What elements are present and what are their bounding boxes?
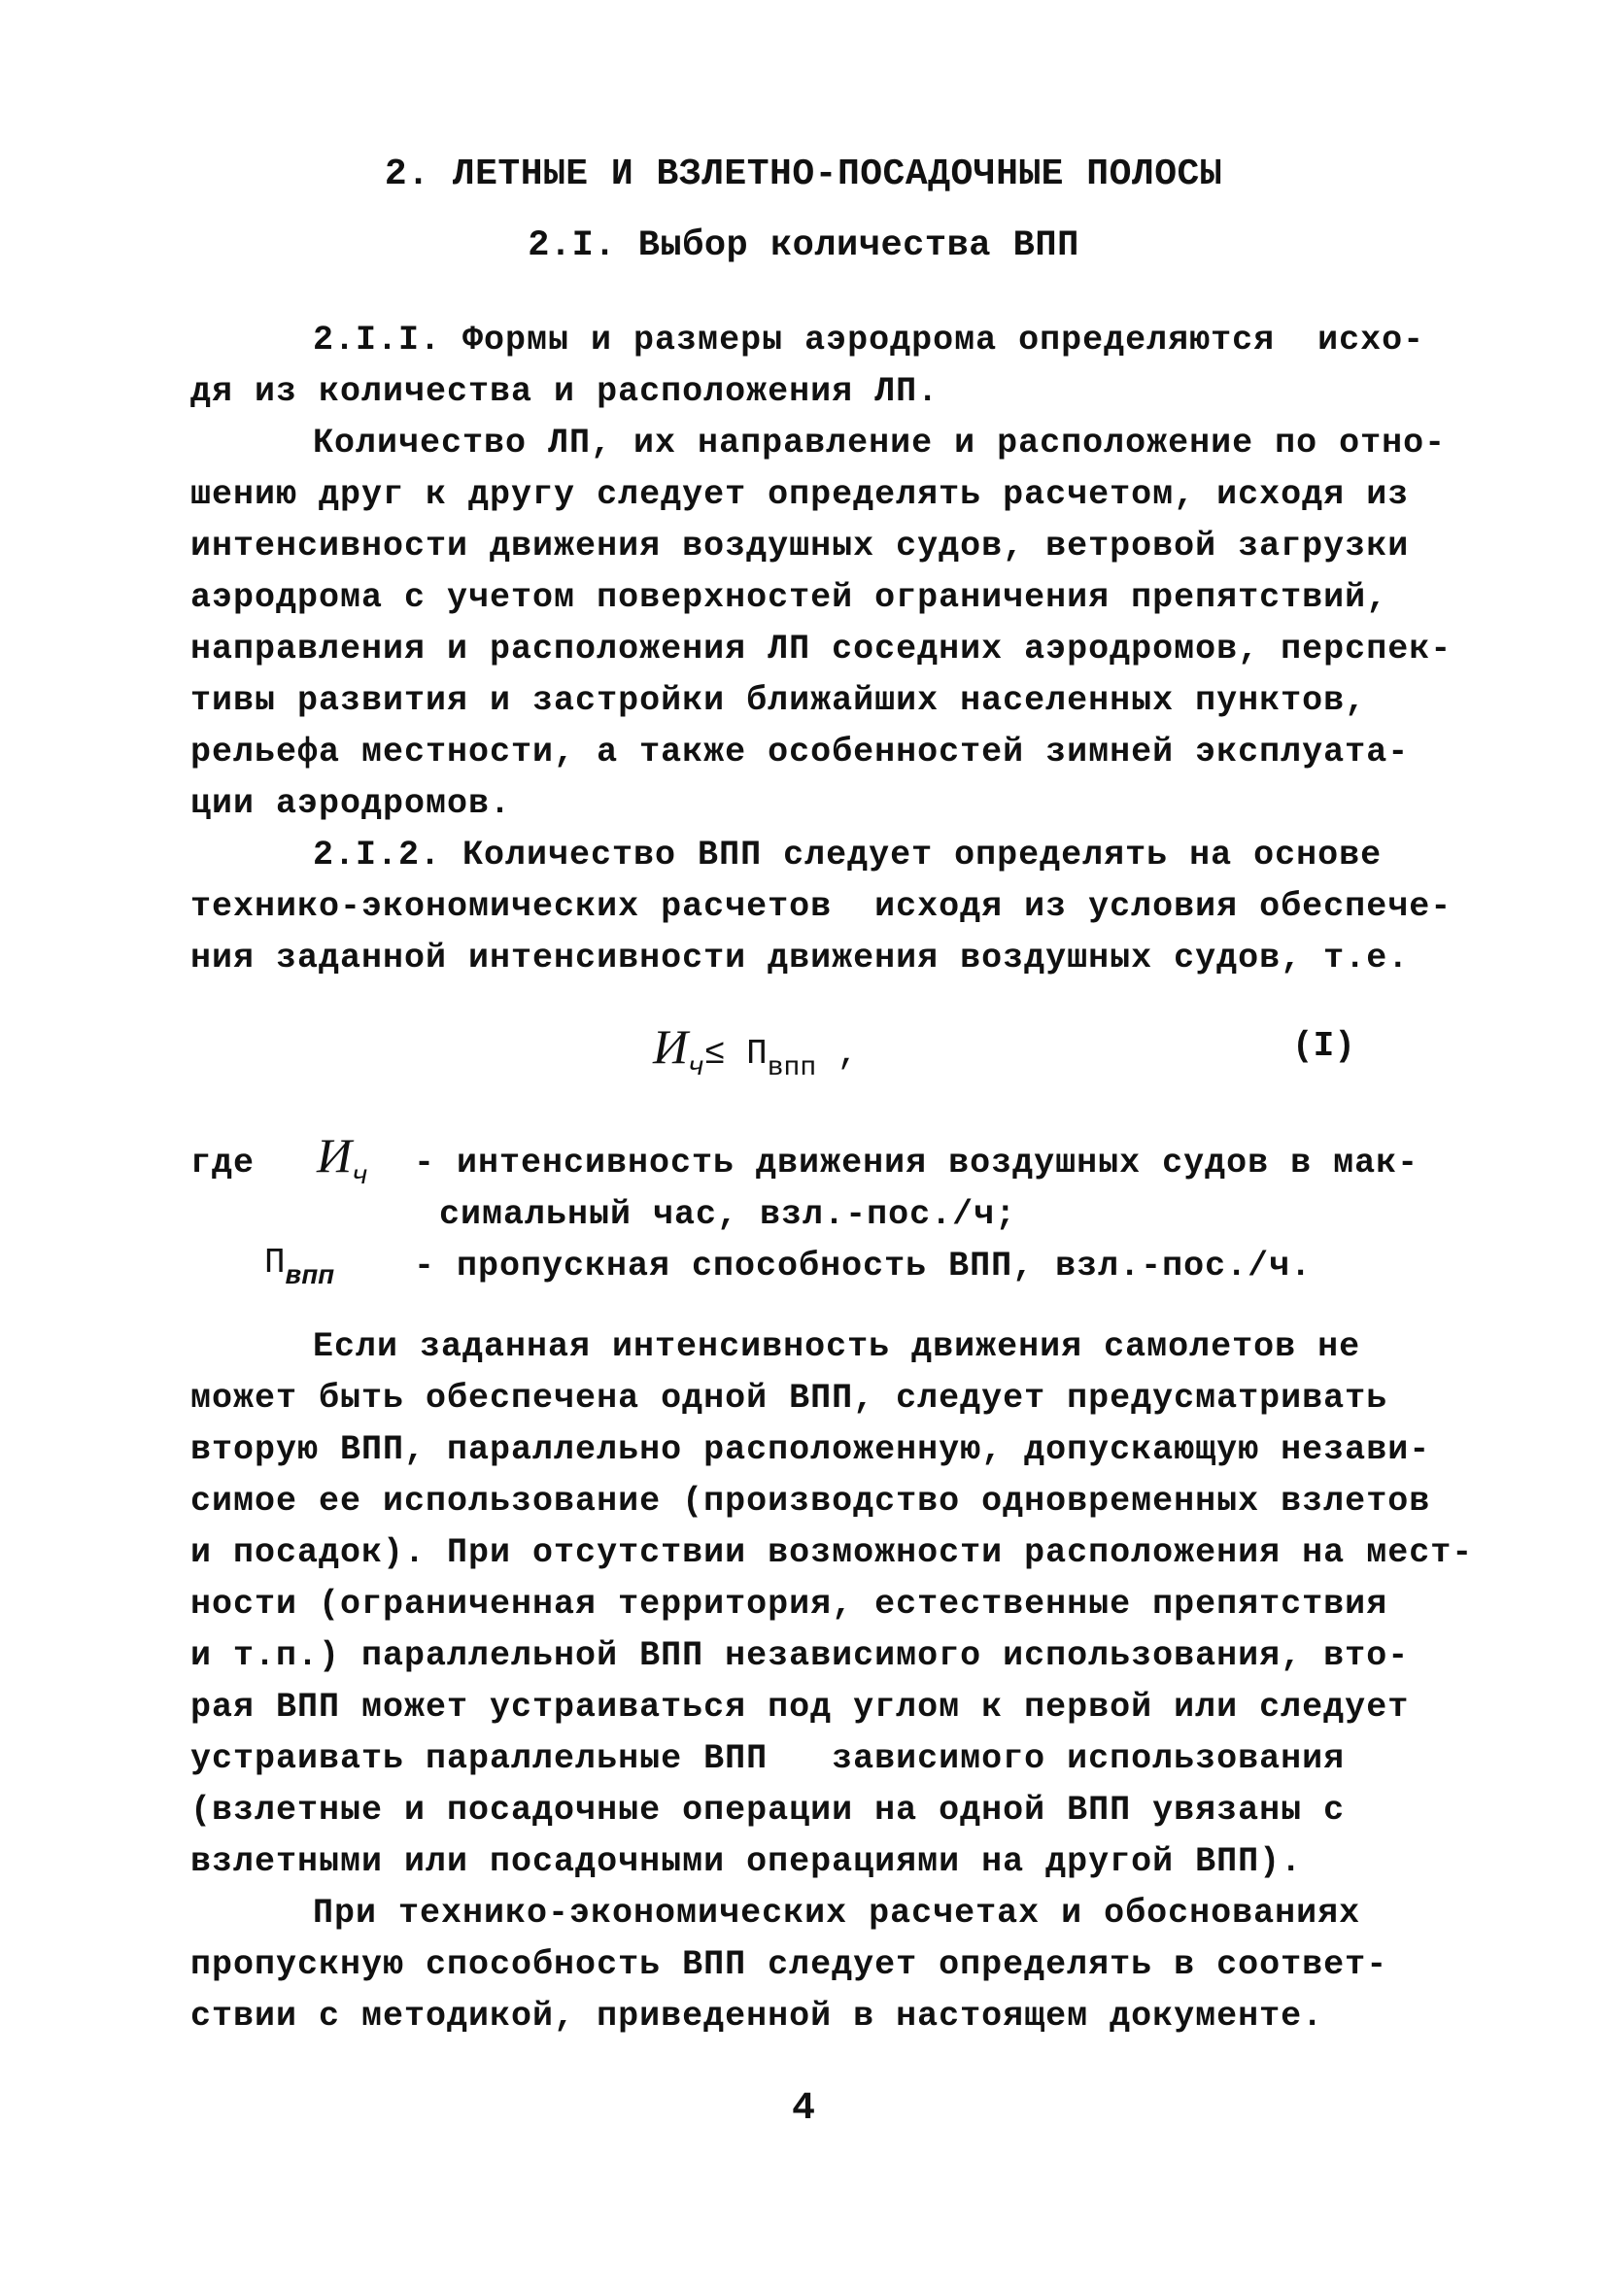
subsection-heading: 2.I. Выбор количества ВПП bbox=[528, 225, 1079, 266]
paragraph-line: рая ВПП может устраиваться под углом к первой или следует bbox=[190, 1688, 1410, 1727]
paragraph-line: 2.I.2. Количество ВПП следует определять на основе bbox=[313, 836, 1383, 874]
paragraph-line: (взлетные и посадочные операции на одной ВПП увязаны с bbox=[190, 1791, 1346, 1830]
paragraph-line: пропускную способность ВПП следует определять в соответ- bbox=[190, 1945, 1388, 1984]
where-symbol-1-letter: И bbox=[317, 1128, 353, 1182]
paragraph-line: интенсивности движения воздушных судов, ветровой загрузки bbox=[190, 527, 1410, 565]
paragraph-line: 2.I.I. Формы и размеры аэродрома определяются исхо- bbox=[313, 321, 1425, 360]
where-label: где bbox=[190, 1144, 256, 1182]
paragraph-line: аэродрома с учетом поверхностей ограничения препятствий, bbox=[190, 578, 1388, 617]
formula-relation: ≤ bbox=[703, 1034, 726, 1074]
section-heading: 2. ЛЕТНЫЕ И ВЗЛЕТНО-ПОСАДОЧНЫЕ ПОЛОСЫ bbox=[384, 154, 1223, 195]
formula bbox=[653, 1018, 859, 1083]
paragraph-line: Если заданная интенсивность движения самолетов не bbox=[313, 1327, 1361, 1366]
where-symbol-2 bbox=[264, 1243, 335, 1292]
where-symbol-2-letter: П bbox=[264, 1243, 286, 1283]
paragraph-line: Количество ЛП, их направление и расположение по отно- bbox=[313, 424, 1447, 463]
where-symbol-1 bbox=[317, 1127, 368, 1192]
paragraph-line: и т.п.) параллельной ВПП независимого использования, вто- bbox=[190, 1636, 1410, 1675]
formula-trailing-comma: , bbox=[837, 1034, 859, 1074]
paragraph-line: устраивать параллельные ВПП зависимого использования bbox=[190, 1739, 1346, 1778]
paragraph-line: ствии с методикой, приведенной в настоящем документе. bbox=[190, 1997, 1324, 2036]
paragraph-line: ния заданной интенсивности движения воздушных судов, т.е. bbox=[190, 939, 1410, 977]
paragraph-line: технико-экономических расчетов исходя из условия обеспече- bbox=[190, 887, 1453, 926]
paragraph-line: дя из количества и расположения ЛП. bbox=[190, 372, 940, 411]
formula-rhs-symbol: П bbox=[746, 1034, 768, 1074]
formula-lhs-subscript: ч bbox=[688, 1053, 704, 1083]
paragraph-line: шению друг к другу следует определять расчетом, исходя из bbox=[190, 475, 1410, 514]
formula-lhs-symbol: И bbox=[653, 1019, 689, 1074]
paragraph-line: вторую ВПП, параллельно расположенную, допускающую незави- bbox=[190, 1430, 1431, 1469]
where-description-line: - интенсивность движения воздушных судов в мак- bbox=[414, 1144, 1419, 1182]
where-symbol-1-subscript: ч bbox=[352, 1162, 368, 1192]
where-description-line: - пропускная способность ВПП, взл.-пос./ч. bbox=[414, 1247, 1313, 1285]
paragraph-line: рельефа местности, а также особенностей зимней эксплуата- bbox=[190, 733, 1410, 771]
formula-rhs-subscript: впп bbox=[767, 1053, 817, 1083]
paragraph-line: ности (ограниченная территория, естественные препятствия bbox=[190, 1585, 1388, 1624]
formula-number: (I) bbox=[1292, 1026, 1355, 1066]
paragraph-line: При технико-экономических расчетах и обоснованиях bbox=[313, 1894, 1361, 1933]
paragraph-line: и посадок). При отсутствии возможности расположения на мест- bbox=[190, 1533, 1474, 1572]
paragraph-line: ции аэродромов. bbox=[190, 784, 512, 823]
where-description-line: симальный час, взл.-пос./ч; bbox=[439, 1195, 1017, 1234]
paragraph-line: симое ее использование (производство одновременных взлетов bbox=[190, 1482, 1431, 1521]
paragraph-line: тивы развития и застройки ближайших населенных пунктов, bbox=[190, 681, 1367, 720]
page-number: 4 bbox=[791, 2087, 815, 2131]
where-symbol-2-subscript: впп bbox=[285, 1262, 335, 1292]
paragraph-line: взлетными или посадочными операциями на другой ВПП). bbox=[190, 1842, 1303, 1881]
paragraph-line: может быть обеспечена одной ВПП, следует предусматривать bbox=[190, 1379, 1388, 1418]
paragraph-line: направления и расположения ЛП соседних аэродромов, перспек- bbox=[190, 630, 1453, 668]
